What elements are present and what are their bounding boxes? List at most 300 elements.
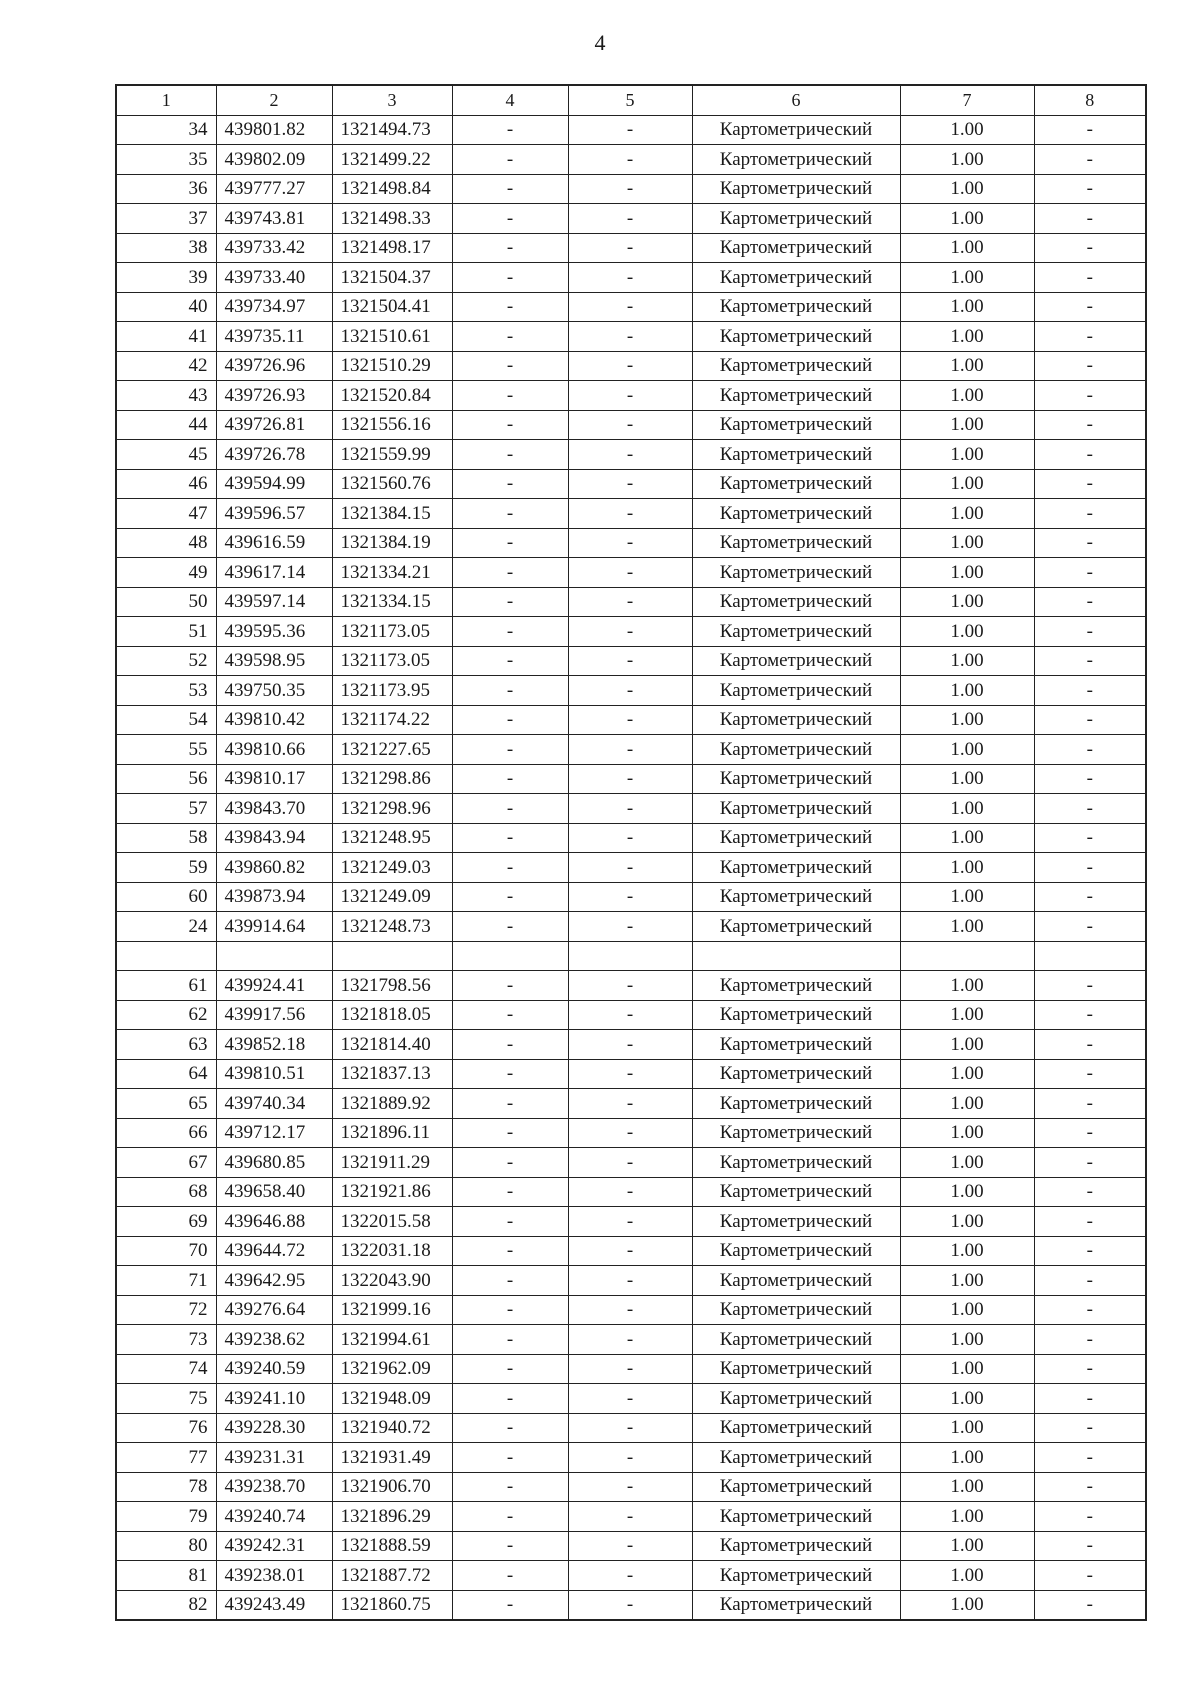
method-cell: Картометрический (692, 1443, 900, 1473)
cell-col5: - (568, 351, 692, 381)
accuracy-cell: 1.00 (900, 1502, 1034, 1532)
cell-col4: - (452, 1413, 568, 1443)
point-number: 58 (116, 823, 216, 853)
method-cell: Картометрический (692, 1266, 900, 1296)
coordinate-x: 439924.41 (216, 971, 332, 1001)
cell-col8: - (1034, 1059, 1146, 1089)
method-cell: Картометрический (692, 292, 900, 322)
cell-col5: - (568, 204, 692, 234)
method-cell: Картометрический (692, 853, 900, 883)
point-number: 75 (116, 1384, 216, 1414)
coordinate-x: 439598.95 (216, 646, 332, 676)
cell-col5: - (568, 1384, 692, 1414)
coordinate-y: 1321504.41 (332, 292, 452, 322)
accuracy-cell: 1.00 (900, 1561, 1034, 1591)
point-number: 55 (116, 735, 216, 765)
accuracy-cell: 1.00 (900, 115, 1034, 145)
coordinate-x: 439617.14 (216, 558, 332, 588)
method-cell: Картометрический (692, 410, 900, 440)
cell-col5: - (568, 174, 692, 204)
point-number: 54 (116, 705, 216, 735)
cell-col5: - (568, 381, 692, 411)
coordinate-x: 439240.74 (216, 1502, 332, 1532)
table-row (116, 528, 1146, 558)
cell-col5: - (568, 1089, 692, 1119)
point-number: 38 (116, 233, 216, 263)
cell-col5: - (568, 676, 692, 706)
cell-col5: - (568, 145, 692, 175)
method-cell: Картометрический (692, 1325, 900, 1355)
coordinate-x: 439860.82 (216, 853, 332, 883)
coordinate-y: 1321510.61 (332, 322, 452, 352)
cell-col8: - (1034, 115, 1146, 145)
accuracy-cell: 1.00 (900, 1177, 1034, 1207)
method-cell: Картометрический (692, 204, 900, 234)
point-number: 66 (116, 1118, 216, 1148)
point-number: 35 (116, 145, 216, 175)
cell-col5: - (568, 1177, 692, 1207)
coordinate-y: 1321559.99 (332, 440, 452, 470)
coordinate-x: 439712.17 (216, 1118, 332, 1148)
point-number: 69 (116, 1207, 216, 1237)
point-number: 52 (116, 646, 216, 676)
accuracy-cell: 1.00 (900, 1472, 1034, 1502)
method-cell: Картометрический (692, 1295, 900, 1325)
table-row (116, 882, 1146, 912)
point-number: 44 (116, 410, 216, 440)
coordinate-x: 439276.64 (216, 1295, 332, 1325)
accuracy-cell: 1.00 (900, 853, 1034, 883)
accuracy-cell: 1.00 (900, 1531, 1034, 1561)
cell-col5: - (568, 1295, 692, 1325)
coordinate-x: 439735.11 (216, 322, 332, 352)
coordinate-y: 1321498.17 (332, 233, 452, 263)
point-number: 70 (116, 1236, 216, 1266)
cell-col4: - (452, 440, 568, 470)
cell-col8: - (1034, 1325, 1146, 1355)
point-number: 64 (116, 1059, 216, 1089)
accuracy-cell: 1.00 (900, 1384, 1034, 1414)
accuracy-cell: 1.00 (900, 794, 1034, 824)
cell-col4: - (452, 145, 568, 175)
table-row (116, 499, 1146, 529)
column-number: 1 (116, 85, 216, 115)
point-number: 59 (116, 853, 216, 883)
accuracy-cell: 1.00 (900, 971, 1034, 1001)
cell-col4: - (452, 1295, 568, 1325)
point-number: 78 (116, 1472, 216, 1502)
cell-col4: - (452, 1384, 568, 1414)
cell-col8: - (1034, 1030, 1146, 1060)
accuracy-cell: 1.00 (900, 1354, 1034, 1384)
coordinate-y: 1321814.40 (332, 1030, 452, 1060)
coordinate-x: 439238.01 (216, 1561, 332, 1591)
table-row (116, 263, 1146, 293)
cell-col5: - (568, 469, 692, 499)
cell-col5: - (568, 1443, 692, 1473)
cell-col4: - (452, 1561, 568, 1591)
cell-col8: - (1034, 204, 1146, 234)
coordinate-x: 439750.35 (216, 676, 332, 706)
cell-col4: - (452, 912, 568, 942)
cell-col4: - (452, 263, 568, 293)
method-cell: Картометрический (692, 764, 900, 794)
coordinate-x: 439726.96 (216, 351, 332, 381)
cell-col5: - (568, 1531, 692, 1561)
coordinate-y: 1321940.72 (332, 1413, 452, 1443)
method-cell: Картометрический (692, 1089, 900, 1119)
cell-col5: - (568, 1207, 692, 1237)
cell-col5: - (568, 1561, 692, 1591)
empty-cell (116, 941, 216, 971)
method-cell: Картометрический (692, 882, 900, 912)
cell-col8: - (1034, 853, 1146, 883)
cell-col4: - (452, 705, 568, 735)
table-row (116, 1000, 1146, 1030)
accuracy-cell: 1.00 (900, 882, 1034, 912)
cell-col8: - (1034, 558, 1146, 588)
coordinate-x: 439843.94 (216, 823, 332, 853)
method-cell: Картометрический (692, 1000, 900, 1030)
column-number: 4 (452, 85, 568, 115)
coordinate-x: 439843.70 (216, 794, 332, 824)
coordinate-y: 1321911.29 (332, 1148, 452, 1178)
coordinate-y: 1321931.49 (332, 1443, 452, 1473)
accuracy-cell: 1.00 (900, 1590, 1034, 1620)
cell-col8: - (1034, 1502, 1146, 1532)
column-number: 3 (332, 85, 452, 115)
point-number: 51 (116, 617, 216, 647)
point-number: 48 (116, 528, 216, 558)
coordinate-y: 1321510.29 (332, 351, 452, 381)
point-number: 65 (116, 1089, 216, 1119)
accuracy-cell: 1.00 (900, 1325, 1034, 1355)
coordinate-x: 439873.94 (216, 882, 332, 912)
cell-col4: - (452, 764, 568, 794)
cell-col8: - (1034, 1413, 1146, 1443)
coordinate-x: 439740.34 (216, 1089, 332, 1119)
point-number: 50 (116, 587, 216, 617)
point-number: 47 (116, 499, 216, 529)
coordinate-y: 1321888.59 (332, 1531, 452, 1561)
coordinate-y: 1321837.13 (332, 1059, 452, 1089)
accuracy-cell: 1.00 (900, 469, 1034, 499)
accuracy-cell: 1.00 (900, 735, 1034, 765)
cell-col5: - (568, 705, 692, 735)
cell-col5: - (568, 558, 692, 588)
empty-cell (1034, 941, 1146, 971)
method-cell: Картометрический (692, 1413, 900, 1443)
coordinate-y: 1321334.15 (332, 587, 452, 617)
method-cell: Картометрический (692, 912, 900, 942)
method-cell: Картометрический (692, 1472, 900, 1502)
table-row (116, 469, 1146, 499)
cell-col4: - (452, 735, 568, 765)
coordinate-y: 1321494.73 (332, 115, 452, 145)
cell-col4: - (452, 1177, 568, 1207)
method-cell: Картометрический (692, 1590, 900, 1620)
method-cell: Картометрический (692, 1030, 900, 1060)
coordinate-y: 1321498.84 (332, 174, 452, 204)
cell-col5: - (568, 1148, 692, 1178)
table-row (116, 912, 1146, 942)
cell-col5: - (568, 1590, 692, 1620)
cell-col5: - (568, 646, 692, 676)
point-number: 82 (116, 1590, 216, 1620)
accuracy-cell: 1.00 (900, 912, 1034, 942)
coordinate-x: 439228.30 (216, 1413, 332, 1443)
method-cell: Картометрический (692, 1118, 900, 1148)
coordinate-x: 439810.51 (216, 1059, 332, 1089)
accuracy-cell: 1.00 (900, 1413, 1034, 1443)
table-row (116, 351, 1146, 381)
point-number: 46 (116, 469, 216, 499)
method-cell: Картометрический (692, 1207, 900, 1237)
cell-col4: - (452, 1590, 568, 1620)
table-row (116, 558, 1146, 588)
column-number: 6 (692, 85, 900, 115)
accuracy-cell: 1.00 (900, 1059, 1034, 1089)
cell-col5: - (568, 735, 692, 765)
coordinate-x: 439801.82 (216, 115, 332, 145)
column-number: 8 (1034, 85, 1146, 115)
coordinate-x: 439242.31 (216, 1531, 332, 1561)
point-number: 37 (116, 204, 216, 234)
empty-cell (216, 941, 332, 971)
coordinate-y: 1321174.22 (332, 705, 452, 735)
method-cell: Картометрический (692, 1177, 900, 1207)
cell-col5: - (568, 617, 692, 647)
coordinate-y: 1321298.86 (332, 764, 452, 794)
cell-col8: - (1034, 1207, 1146, 1237)
coordinate-y: 1321896.11 (332, 1118, 452, 1148)
cell-col8: - (1034, 1089, 1146, 1119)
cell-col5: - (568, 1059, 692, 1089)
coordinate-y: 1321499.22 (332, 145, 452, 175)
coordinate-x: 439240.59 (216, 1354, 332, 1384)
method-cell: Картометрический (692, 469, 900, 499)
coordinate-y: 1321504.37 (332, 263, 452, 293)
cell-col8: - (1034, 617, 1146, 647)
coordinate-x: 439616.59 (216, 528, 332, 558)
cell-col8: - (1034, 1295, 1146, 1325)
cell-col4: - (452, 1000, 568, 1030)
method-cell: Картометрический (692, 528, 900, 558)
table-row (116, 1354, 1146, 1384)
accuracy-cell: 1.00 (900, 1236, 1034, 1266)
coordinate-y: 1321860.75 (332, 1590, 452, 1620)
accuracy-cell: 1.00 (900, 823, 1034, 853)
table-row (116, 853, 1146, 883)
method-cell: Картометрический (692, 558, 900, 588)
accuracy-cell: 1.00 (900, 322, 1034, 352)
coordinate-y: 1321249.03 (332, 853, 452, 883)
coordinate-y: 1321498.33 (332, 204, 452, 234)
point-number: 68 (116, 1177, 216, 1207)
cell-col5: - (568, 587, 692, 617)
cell-col4: - (452, 1325, 568, 1355)
cell-col8: - (1034, 971, 1146, 1001)
cell-col5: - (568, 410, 692, 440)
coordinate-x: 439810.42 (216, 705, 332, 735)
accuracy-cell: 1.00 (900, 1030, 1034, 1060)
accuracy-cell: 1.00 (900, 1266, 1034, 1296)
coordinate-x: 439241.10 (216, 1384, 332, 1414)
coordinate-x: 439680.85 (216, 1148, 332, 1178)
cell-col4: - (452, 617, 568, 647)
cell-col4: - (452, 587, 568, 617)
cell-col5: - (568, 1266, 692, 1296)
coordinate-y: 1321906.70 (332, 1472, 452, 1502)
accuracy-cell: 1.00 (900, 676, 1034, 706)
coordinate-x: 439238.62 (216, 1325, 332, 1355)
point-number: 36 (116, 174, 216, 204)
coordinate-y: 1321248.95 (332, 823, 452, 853)
table-row (116, 764, 1146, 794)
cell-col4: - (452, 1236, 568, 1266)
cell-col8: - (1034, 912, 1146, 942)
table-row (116, 1030, 1146, 1060)
cell-col5: - (568, 1502, 692, 1532)
table-row (116, 1148, 1146, 1178)
point-number: 56 (116, 764, 216, 794)
cell-col4: - (452, 1059, 568, 1089)
cell-col5: - (568, 263, 692, 293)
coordinate-x: 439646.88 (216, 1207, 332, 1237)
accuracy-cell: 1.00 (900, 1207, 1034, 1237)
accuracy-cell: 1.00 (900, 410, 1034, 440)
coordinate-x: 439231.31 (216, 1443, 332, 1473)
point-number: 34 (116, 115, 216, 145)
point-number: 39 (116, 263, 216, 293)
coordinate-y: 1321921.86 (332, 1177, 452, 1207)
accuracy-cell: 1.00 (900, 764, 1034, 794)
cell-col4: - (452, 1531, 568, 1561)
table-row (116, 1118, 1146, 1148)
cell-col4: - (452, 794, 568, 824)
cell-col4: - (452, 1266, 568, 1296)
table-row (116, 1561, 1146, 1591)
coordinate-y: 1321249.09 (332, 882, 452, 912)
cell-col5: - (568, 1118, 692, 1148)
method-cell: Картометрический (692, 174, 900, 204)
coordinate-x: 439642.95 (216, 1266, 332, 1296)
cell-col4: - (452, 233, 568, 263)
method-cell: Картометрический (692, 971, 900, 1001)
table-row (116, 1266, 1146, 1296)
table-row (116, 174, 1146, 204)
accuracy-cell: 1.00 (900, 646, 1034, 676)
point-number: 61 (116, 971, 216, 1001)
coordinate-y: 1321887.72 (332, 1561, 452, 1591)
coordinate-x: 439852.18 (216, 1030, 332, 1060)
accuracy-cell: 1.00 (900, 292, 1034, 322)
cell-col8: - (1034, 1236, 1146, 1266)
coordinate-y: 1321520.84 (332, 381, 452, 411)
table-row (116, 1472, 1146, 1502)
cell-col4: - (452, 351, 568, 381)
method-cell: Картометрический (692, 646, 900, 676)
coordinate-x: 439914.64 (216, 912, 332, 942)
cell-col5: - (568, 853, 692, 883)
cell-col4: - (452, 1502, 568, 1532)
method-cell: Картометрический (692, 115, 900, 145)
method-cell: Картометрический (692, 794, 900, 824)
accuracy-cell: 1.00 (900, 1118, 1034, 1148)
table-row (116, 145, 1146, 175)
empty-cell (332, 941, 452, 971)
empty-cell (568, 941, 692, 971)
coordinate-x: 439810.66 (216, 735, 332, 765)
cell-col5: - (568, 882, 692, 912)
coordinate-y: 1321999.16 (332, 1295, 452, 1325)
table-row (116, 381, 1146, 411)
accuracy-cell: 1.00 (900, 351, 1034, 381)
coordinate-y: 1321889.92 (332, 1089, 452, 1119)
cell-col4: - (452, 381, 568, 411)
page-number: 4 (594, 30, 606, 55)
coordinate-x: 439802.09 (216, 145, 332, 175)
point-number: 49 (116, 558, 216, 588)
coordinate-y: 1321798.56 (332, 971, 452, 1001)
coordinate-y: 1321556.16 (332, 410, 452, 440)
table-body (116, 85, 1146, 1620)
accuracy-cell: 1.00 (900, 499, 1034, 529)
table-row (116, 322, 1146, 352)
method-cell: Картометрический (692, 1502, 900, 1532)
point-number: 73 (116, 1325, 216, 1355)
table-row (116, 1443, 1146, 1473)
accuracy-cell: 1.00 (900, 528, 1034, 558)
cell-col4: - (452, 322, 568, 352)
cell-col8: - (1034, 322, 1146, 352)
coordinate-x: 439726.93 (216, 381, 332, 411)
coordinate-x: 439726.78 (216, 440, 332, 470)
coordinate-y: 1321298.96 (332, 794, 452, 824)
coordinate-y: 1322031.18 (332, 1236, 452, 1266)
coordinate-y: 1321334.21 (332, 558, 452, 588)
table-row (116, 1177, 1146, 1207)
coordinate-y: 1321560.76 (332, 469, 452, 499)
coordinate-x: 439238.70 (216, 1472, 332, 1502)
cell-col4: - (452, 1443, 568, 1473)
cell-col8: - (1034, 381, 1146, 411)
coordinate-y: 1321994.61 (332, 1325, 452, 1355)
cell-col4: - (452, 646, 568, 676)
method-cell: Картометрический (692, 1561, 900, 1591)
accuracy-cell: 1.00 (900, 587, 1034, 617)
accuracy-cell: 1.00 (900, 381, 1034, 411)
coordinate-y: 1321227.65 (332, 735, 452, 765)
cell-col5: - (568, 1354, 692, 1384)
point-number: 80 (116, 1531, 216, 1561)
table-row (116, 115, 1146, 145)
cell-col8: - (1034, 676, 1146, 706)
cell-col5: - (568, 528, 692, 558)
column-number: 5 (568, 85, 692, 115)
point-number: 42 (116, 351, 216, 381)
coordinate-x: 439743.81 (216, 204, 332, 234)
table-row (116, 971, 1146, 1001)
coordinate-y: 1321384.15 (332, 499, 452, 529)
method-cell: Картометрический (692, 1354, 900, 1384)
cell-col4: - (452, 853, 568, 883)
method-cell: Картометрический (692, 1384, 900, 1414)
table-row (116, 1059, 1146, 1089)
cell-col8: - (1034, 233, 1146, 263)
coordinate-y: 1321962.09 (332, 1354, 452, 1384)
cell-col4: - (452, 558, 568, 588)
